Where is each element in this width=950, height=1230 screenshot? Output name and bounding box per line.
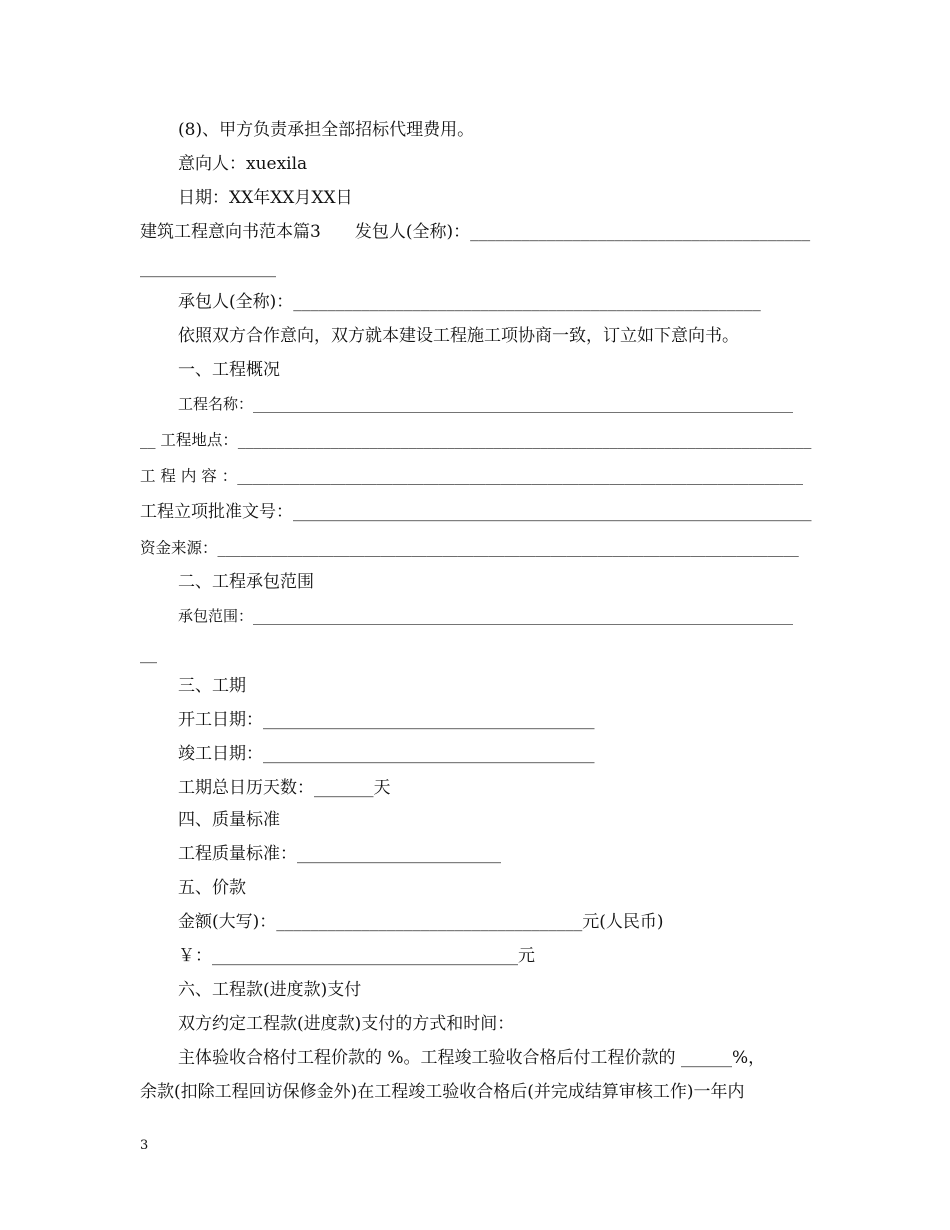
signer-line: 意向人：xuexila: [178, 154, 308, 174]
heading-contract-scope: 二、工程承包范围: [178, 572, 314, 592]
funding-source-line: 资金来源：___________________________________________________________________________: [140, 539, 799, 557]
project-content-line: 工 程 内 容 ：_________________________________________________________________________: [140, 467, 803, 485]
heading-quality: 四、质量标准: [178, 810, 280, 830]
clause-8: (8)、甲方负责承担全部招标代理费用。: [178, 120, 475, 140]
heading-payment: 六、工程款(进度款)支付: [178, 980, 362, 1000]
quality-standard-line: 工程质量标准：________________________: [178, 844, 501, 864]
section-title-employer-line: 建筑工程意向书范本篇3 发包人(全称)：________________________________________: [140, 222, 811, 242]
contractor-line: 承包人(全称)：_______________________________________________________: [178, 292, 761, 312]
intro-paragraph: 依照双方合作意向，双方就本建设工程施工项协商一致，订立如下意向书。: [178, 326, 739, 346]
page-number: 3: [140, 1138, 149, 1153]
date-line: 日期：XX年XX月XX日: [178, 188, 353, 208]
contract-scope-continued: __: [140, 644, 157, 664]
payment-terms-line-2: 余款(扣除工程回访保修金外)在工程竣工验收合格后(并完成结算审核工作)一年内: [140, 1082, 745, 1102]
start-date-line: 开工日期：_______________________________________: [178, 710, 595, 730]
completion-date-line: 竣工日期：_______________________________________: [178, 744, 595, 764]
heading-schedule: 三、工期: [178, 676, 246, 696]
project-location-line: __ 工程地点：__________________________________________________________________________: [140, 431, 812, 449]
heading-price: 五、价款: [178, 878, 246, 898]
total-days-line: 工期总日历天数：_______天: [178, 778, 391, 798]
payment-terms-line-1: 主体验收合格付工程价款的 %。工程竣工验收合格后付工程价款的 ______%，: [178, 1048, 766, 1068]
amount-words-line: 金额(大写)：____________________________________元(人民币): [178, 912, 664, 932]
employer-line-continued: ________________: [140, 258, 276, 278]
payment-method-line: 双方约定工程款(进度款)支付的方式和时间：: [178, 1014, 515, 1034]
project-name-line: 工程名称：________________________________________________________________________: [178, 395, 794, 413]
amount-figures-line: ￥：____________________________________元: [178, 946, 535, 966]
approval-number-line: 工程立项批准文号：_____________________________________________________________: [140, 502, 812, 522]
heading-project-overview: 一、工程概况: [178, 360, 280, 380]
contract-scope-line: 承包范围：________________________________________________________________________: [178, 607, 794, 625]
